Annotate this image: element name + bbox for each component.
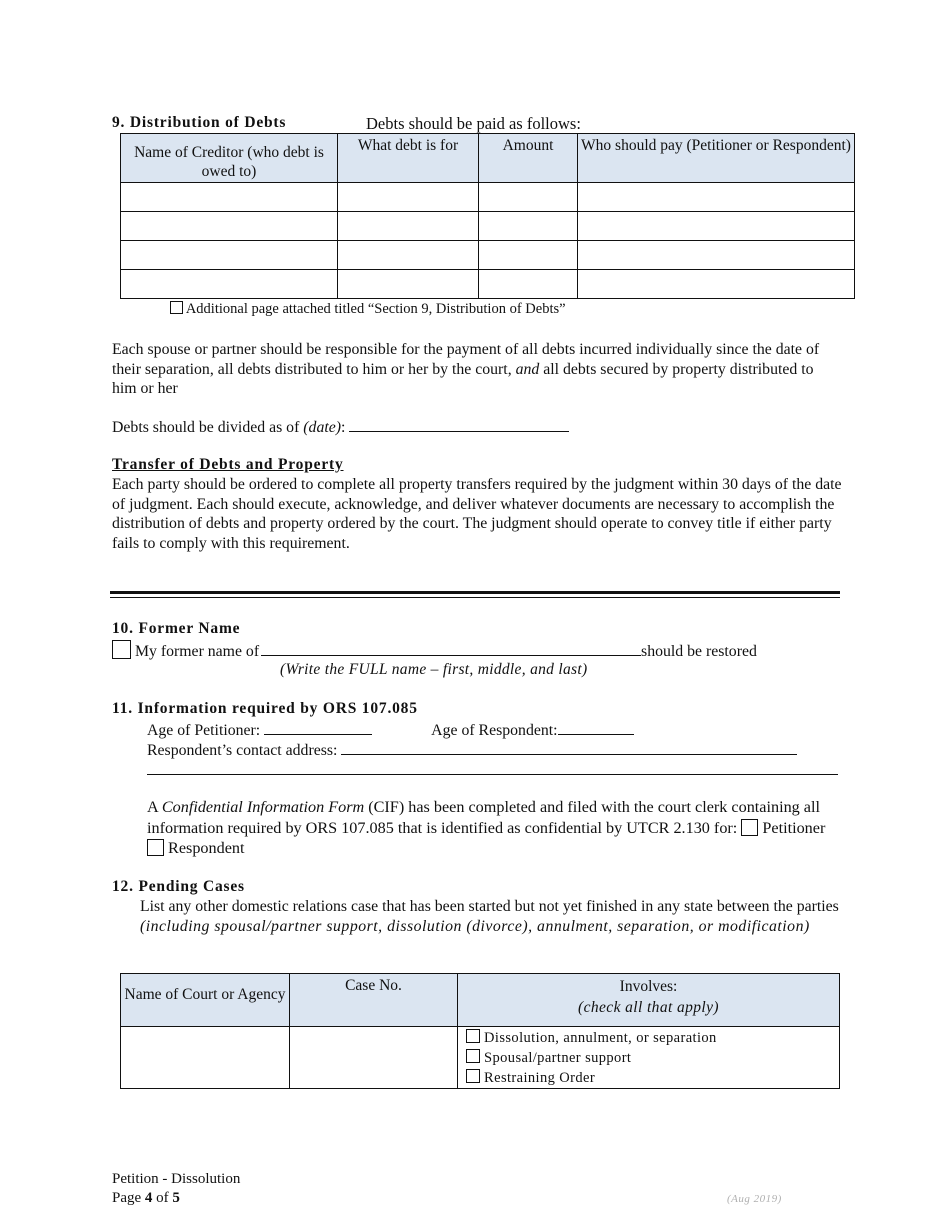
pending-cases-table [120, 973, 840, 1089]
footer-page-number [112, 1190, 180, 1207]
pending-cases-text-italic: (including spousal/partner support, dissolution (divorce), annulment, separation, or modification) [140, 917, 810, 935]
pending-cases-text: List any other domestic relations case that has been started but not yet finished in any state between the parties [140, 898, 839, 915]
cif-paragraph [147, 797, 837, 859]
contact-address-label: Respondent’s contact address: [147, 742, 338, 759]
cif-form-name: Confidential Information Form [161, 798, 365, 816]
debts-table [120, 133, 855, 299]
table-row [121, 241, 855, 270]
page-total: 5 [172, 1190, 180, 1206]
table-cell[interactable] [121, 241, 338, 270]
former-name-suffix: should be restored [641, 643, 757, 660]
former-name-field[interactable] [261, 641, 641, 656]
table-cell[interactable] [121, 212, 338, 241]
case-no-cell[interactable] [290, 1027, 458, 1089]
table-cell[interactable] [338, 270, 479, 299]
former-name-label: My former name of [134, 643, 260, 660]
cif-petitioner-label: Petitioner [762, 818, 826, 837]
transfer-paragraph: Each party should be ordered to complete all property transfers required by the judgment within 30 days of the date of judgment. Each should execute, acknowledge, and deliver whatever documents are necessary to accomplish the distribution of debts and property ordered by the court. The judgment should operate to convey title if either party fails to comply with this requirement. [112, 476, 842, 552]
age-respondent-field[interactable] [558, 720, 634, 735]
col-court: Name of Court or Agency [121, 974, 290, 1027]
footer-form-name: Petition - Dissolution [112, 1171, 241, 1187]
table-cell[interactable] [338, 183, 479, 212]
col-involves-label: Involves: [619, 978, 678, 995]
former-name-checkbox[interactable] [112, 640, 131, 659]
additional-page-checkbox[interactable] [170, 301, 183, 314]
section-9-heading: 9. Distribution of Debts [112, 114, 287, 131]
age-petitioner-field[interactable] [264, 720, 372, 735]
table-cell[interactable] [121, 270, 338, 299]
contact-address-row [147, 740, 797, 760]
responsibility-text-a: Each spouse or partner should be responsible for the payment of all debts incurred individually since the date of their separation, all debts distributed to him or her by the court, [112, 341, 820, 378]
table-row [121, 183, 855, 212]
court-cell[interactable] [121, 1027, 290, 1089]
col-creditor: Name of Creditor (who debt is owed to) [121, 134, 338, 183]
support-checkbox[interactable] [466, 1049, 480, 1063]
involves-option-dissolution [466, 1028, 839, 1048]
col-involves-hint: (check all that apply) [578, 999, 719, 1016]
debts-divided-date-field[interactable] [349, 417, 569, 432]
involves-option-support [466, 1048, 839, 1068]
col-amount: Amount [479, 134, 578, 183]
col-involves [458, 974, 840, 1027]
former-name-hint: (Write the FULL name – first, middle, and last) [280, 661, 588, 678]
col-who-pays: Who should pay (Petitioner or Respondent) [578, 134, 855, 183]
table-row [121, 1027, 840, 1089]
page-word: Page [112, 1190, 142, 1206]
contact-address-field[interactable] [341, 740, 797, 755]
page-current: 4 [144, 1190, 153, 1206]
pending-cases-paragraph [140, 897, 840, 936]
cif-respondent-label: Respondent [168, 839, 245, 857]
cif-text-b: (CIF) has been completed and filed with the court clerk containing all information required by ORS 107.085 that is identified as confidential by UTCR 2.130 for: [147, 798, 820, 837]
table-cell[interactable] [338, 241, 479, 270]
dissolution-label: Dissolution, annulment, or separation [484, 1030, 717, 1046]
involves-option-restraining [466, 1068, 839, 1088]
table-cell[interactable] [578, 270, 855, 299]
dissolution-checkbox[interactable] [466, 1029, 480, 1043]
of-word: of [156, 1190, 169, 1206]
restraining-order-label: Restraining Order [484, 1070, 596, 1086]
cif-petitioner-checkbox[interactable] [741, 819, 758, 836]
table-row [121, 270, 855, 299]
table-cell[interactable] [479, 270, 578, 299]
section-divider [110, 591, 840, 594]
age-petitioner-label: Age of Petitioner: [147, 722, 261, 739]
col-debt-for: What debt is for [338, 134, 479, 183]
section-10-heading: 10. Former Name [112, 620, 241, 637]
table-cell[interactable] [338, 212, 479, 241]
section-9-intro: Debts should be paid as follows: [366, 114, 581, 133]
debts-divided-row: Debts should be divided as of (date): [112, 417, 569, 437]
age-respondent-label: Age of Respondent: [431, 722, 558, 739]
cif-respondent-checkbox[interactable] [147, 839, 164, 856]
table-cell[interactable] [578, 212, 855, 241]
restraining-order-checkbox[interactable] [466, 1069, 480, 1083]
support-label: Spousal/partner support [484, 1050, 632, 1066]
additional-page-option [170, 301, 566, 318]
table-cell[interactable] [578, 183, 855, 212]
table-cell[interactable] [578, 241, 855, 270]
table-cell[interactable] [479, 241, 578, 270]
table-cell[interactable] [121, 183, 338, 212]
footer-revision: (Aug 2019) [727, 1193, 782, 1205]
section-12-heading: 12. Pending Cases [112, 878, 245, 895]
table-row [121, 212, 855, 241]
additional-page-label: Additional page attached titled “Section 9, Distribution of Debts” [185, 301, 566, 317]
former-name-row [112, 640, 757, 661]
debts-divided-label: Debts should be divided as of [112, 419, 300, 436]
table-cell[interactable] [479, 183, 578, 212]
ages-row [147, 720, 634, 740]
section-11-heading: 11. Information required by ORS 107.085 [112, 700, 418, 717]
cif-text-a: A [147, 798, 158, 816]
responsibility-text-b: all debts secured by property distributed to him or her [112, 360, 814, 397]
debts-divided-date-hint: (date) [303, 419, 342, 436]
col-case-no: Case No. [290, 974, 458, 1027]
transfer-heading: Transfer of Debts and Property [112, 456, 344, 473]
table-cell[interactable] [479, 212, 578, 241]
involves-cell [458, 1027, 840, 1089]
responsibility-paragraph [112, 340, 842, 399]
responsibility-and: and [515, 360, 540, 378]
section-divider-thin [110, 597, 840, 598]
contact-address-field-line-2[interactable] [147, 774, 838, 775]
